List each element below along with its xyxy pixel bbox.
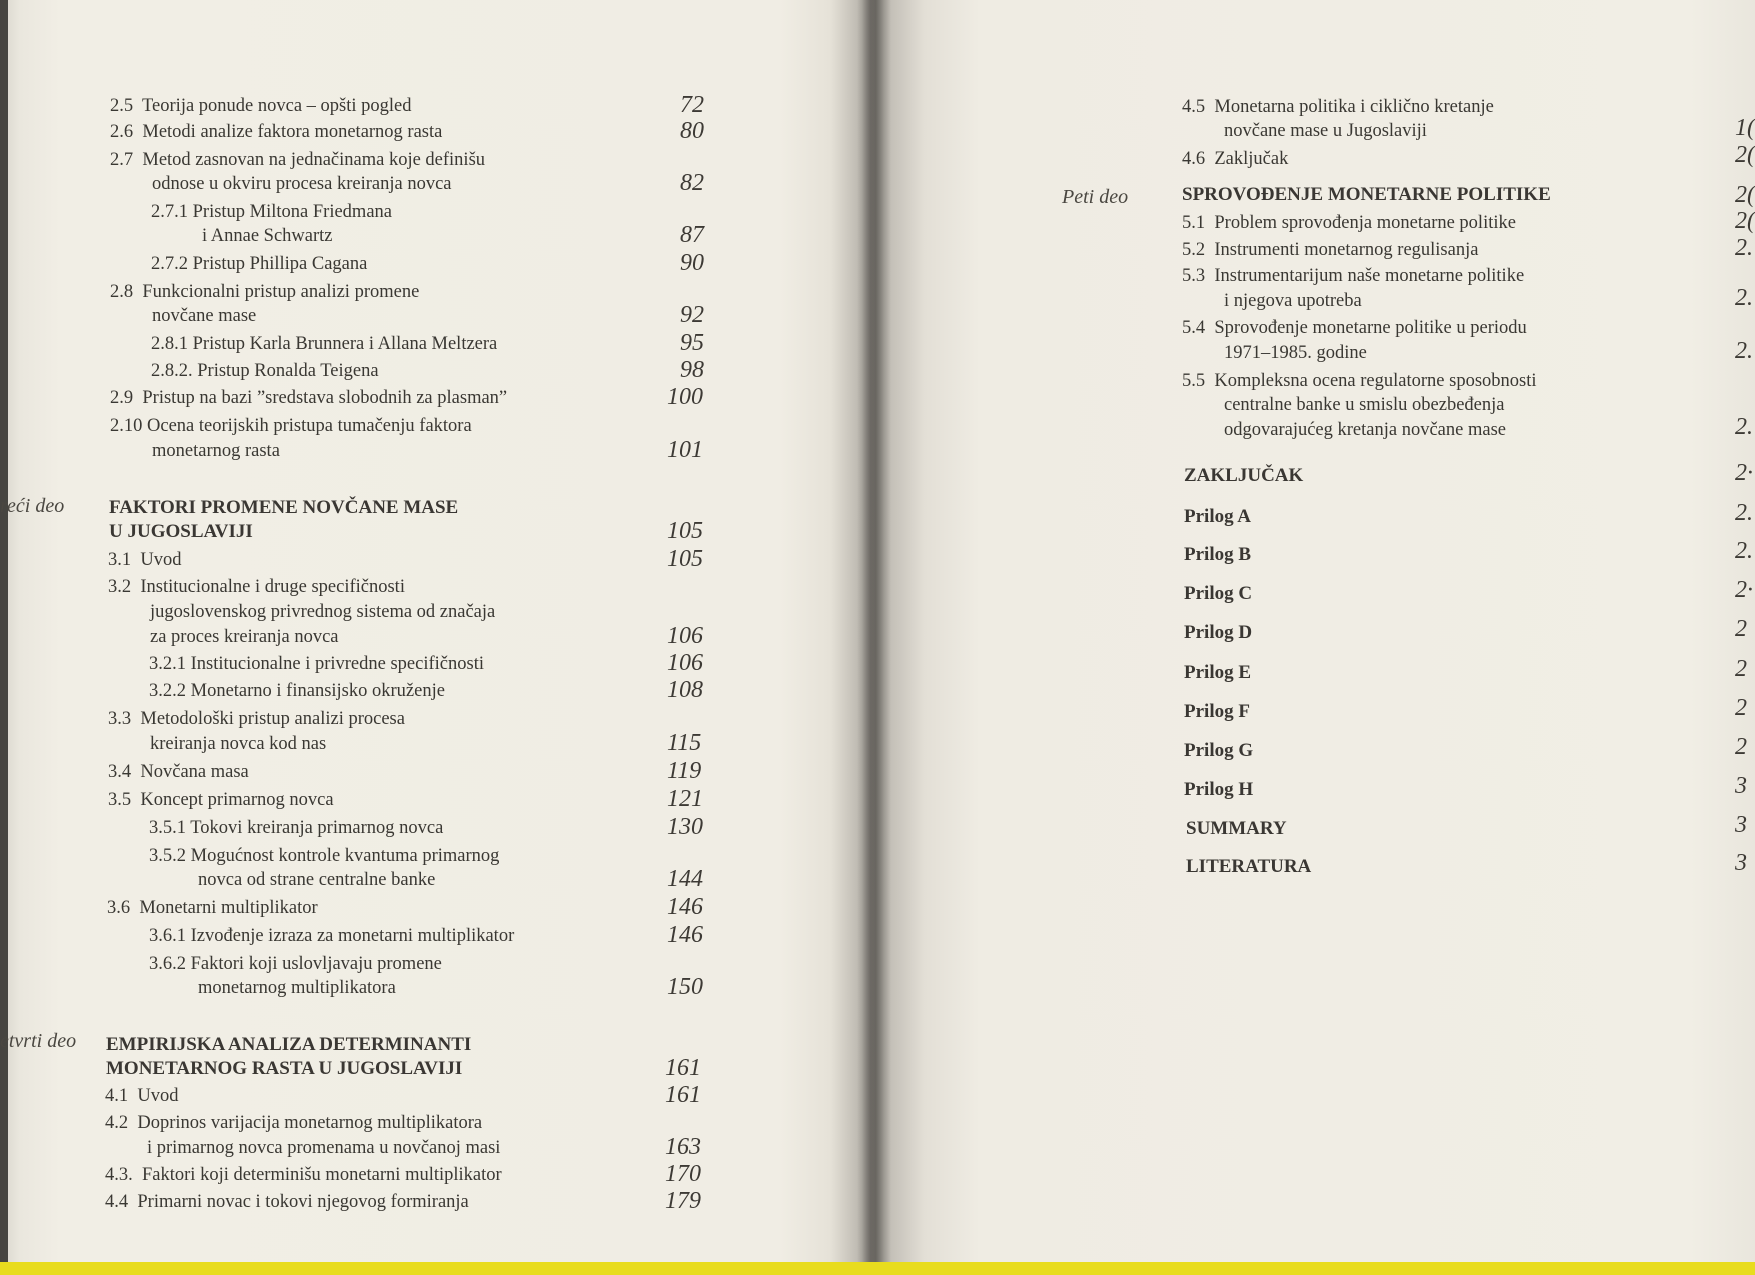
toc-page: 2 bbox=[1735, 656, 1747, 682]
part-label: etvrti deo bbox=[0, 1030, 77, 1052]
toc-page: 119 bbox=[667, 758, 702, 784]
appendix-entry: Prilog B bbox=[1184, 544, 1252, 565]
toc-entry: 5.3 Instrumentarijum naše monetarne politike bbox=[1182, 266, 1525, 286]
toc-page: 82 bbox=[680, 170, 704, 196]
toc-page: 121 bbox=[667, 786, 703, 812]
toc-entry: 2.7.1 Pristup Miltona Friedmana bbox=[151, 202, 392, 222]
toc-page: 2( bbox=[1735, 182, 1755, 208]
toc-page: 100 bbox=[667, 384, 703, 410]
toc-entry: 4.5 Monetarna politika i ciklično kretanje bbox=[1182, 97, 1494, 117]
toc-page: 3 bbox=[1735, 812, 1747, 838]
toc-page: 146 bbox=[667, 922, 703, 948]
toc-entry: 4.2 Doprinos varijacija monetarnog multiplikatora bbox=[105, 1113, 483, 1133]
toc-entry: 2.10 Ocena teorijskih pristupa tumačenju faktora bbox=[110, 416, 472, 436]
toc-entry: 3.5.1 Tokovi kreiranja primarnog novca bbox=[149, 818, 444, 838]
toc-page: 144 bbox=[667, 866, 703, 892]
toc-page: 105 bbox=[667, 546, 703, 572]
toc-entry: 3.5 Koncept primarnog novca bbox=[108, 790, 334, 810]
toc-entry: 2.9 Pristup na bazi ”sredstava slobodnih za plasman” bbox=[110, 388, 508, 408]
toc-page: 2 bbox=[1735, 734, 1747, 760]
appendix-entry: Prilog D bbox=[1184, 622, 1253, 643]
toc-entry-continued: i njegova upotreba bbox=[1224, 291, 1362, 311]
toc-entry-continued: centralne banke u smislu obezbeđenja bbox=[1224, 395, 1505, 415]
toc-page: 105 bbox=[667, 518, 703, 544]
toc-page: 130 bbox=[667, 814, 703, 840]
toc-entry: 2.8 Funkcionalni pristup analizi promene bbox=[110, 282, 420, 302]
toc-page: 106 bbox=[667, 623, 703, 649]
toc-page: 95 bbox=[680, 330, 704, 356]
toc-entry-continued: odnose u okviru procesa kreiranja novca bbox=[152, 174, 452, 194]
book-gutter bbox=[857, 0, 891, 1262]
toc-entry: 5.4 Sprovođenje monetarne politike u periodu bbox=[1182, 318, 1527, 338]
toc-entry: 3.2 Institucionalne i druge specifičnosti bbox=[108, 577, 405, 597]
left-edge-shadow bbox=[0, 0, 8, 1262]
toc-page: 101 bbox=[667, 437, 703, 463]
toc-page: 2. bbox=[1735, 235, 1753, 261]
toc-entry: 3.2.1 Institucionalne i privredne specifičnosti bbox=[149, 654, 484, 674]
toc-page: 115 bbox=[667, 730, 702, 756]
toc-page: 3 bbox=[1735, 773, 1747, 799]
toc-entry: 3.2.2 Monetarno i finansijsko okruženje bbox=[149, 681, 445, 701]
toc-entry: 3.6.2 Faktori koji uslovljavaju promene bbox=[149, 954, 442, 974]
toc-entry: 2.6 Metodi analize faktora monetarnog rasta bbox=[110, 122, 443, 142]
toc-page: 2. bbox=[1735, 414, 1753, 440]
toc-entry-continued: novčane mase bbox=[152, 306, 257, 326]
toc-page: 161 bbox=[665, 1082, 701, 1108]
part-title-continued: U JUGOSLAVIJI bbox=[109, 521, 253, 542]
toc-entry: 4.4 Primarni novac i tokovi njegovog formiranja bbox=[105, 1192, 469, 1212]
toc-page: 179 bbox=[665, 1188, 701, 1214]
toc-page: 2· bbox=[1735, 460, 1753, 486]
toc-entry-continued: kreiranja novca kod nas bbox=[150, 734, 327, 754]
yellow-background-strip bbox=[0, 1262, 1755, 1275]
toc-entry-continued: novčane mase u Jugoslaviji bbox=[1224, 121, 1427, 141]
toc-entry: 4.3. Faktori koji determinišu monetarni multiplikator bbox=[105, 1165, 502, 1185]
toc-entry: 3.6.1 Izvođenje izraza za monetarni multiplikator bbox=[149, 926, 515, 946]
toc-entry-continued: odgovarajućeg kretanja novčane mase bbox=[1224, 420, 1506, 440]
toc-entry: 2.8.1 Pristup Karla Brunnera i Allana Meltzera bbox=[151, 334, 498, 354]
toc-page: 87 bbox=[680, 222, 704, 248]
toc-page: 106 bbox=[667, 650, 703, 676]
toc-entry: 3.6 Monetarni multiplikator bbox=[107, 898, 318, 918]
toc-entry: 3.1 Uvod bbox=[108, 550, 182, 570]
toc-page: 2. bbox=[1735, 538, 1753, 564]
toc-entry-continued: monetarnog rasta bbox=[152, 441, 280, 461]
toc-entry-continued: jugoslovenskog privrednog sistema od značaja bbox=[150, 602, 496, 622]
part-label: Peti deo bbox=[1062, 186, 1129, 208]
closing-section: LITERATURA bbox=[1186, 856, 1312, 877]
toc-page: 80 bbox=[680, 118, 704, 144]
toc-page: 2· bbox=[1735, 577, 1753, 603]
appendix-entry: Prilog G bbox=[1184, 740, 1254, 761]
toc-entry: 2.7.2 Pristup Phillipa Cagana bbox=[151, 254, 368, 274]
toc-entry: 5.5 Kompleksna ocena regulatorne sposobnosti bbox=[1182, 371, 1537, 391]
toc-entry: 4.6 Zaključak bbox=[1182, 149, 1289, 169]
toc-page: 72 bbox=[680, 92, 704, 118]
toc-page: 2. bbox=[1735, 285, 1753, 311]
toc-entry: 5.2 Instrumenti monetarnog regulisanja bbox=[1182, 240, 1479, 260]
closing-section: ZAKLJUČAK bbox=[1184, 465, 1304, 486]
toc-entry: 4.1 Uvod bbox=[105, 1086, 179, 1106]
toc-page: 146 bbox=[667, 894, 703, 920]
part-title: FAKTORI PROMENE NOVČANE MASE bbox=[109, 497, 459, 518]
toc-page: 161 bbox=[665, 1055, 701, 1081]
toc-page: 98 bbox=[680, 357, 704, 383]
part-title: EMPIRIJSKA ANALIZA DETERMINANTI bbox=[106, 1034, 472, 1055]
toc-entry-continued: monetarnog multiplikatora bbox=[198, 978, 396, 998]
toc-page: 150 bbox=[667, 974, 703, 1000]
toc-entry: 2.8.2. Pristup Ronalda Teigena bbox=[151, 361, 379, 381]
appendix-entry: Prilog F bbox=[1184, 701, 1250, 722]
part-title: SPROVOĐENJE MONETARNE POLITIKE bbox=[1182, 184, 1551, 205]
toc-entry: 3.5.2 Mogućnost kontrole kvantuma primarnog bbox=[149, 846, 500, 866]
toc-entry: 3.4 Novčana masa bbox=[108, 762, 249, 782]
toc-entry: 2.5 Teorija ponude novca – opšti pogled bbox=[110, 96, 412, 116]
appendix-entry: Prilog C bbox=[1184, 583, 1253, 604]
toc-page: 2 bbox=[1735, 616, 1747, 642]
appendix-entry: Prilog A bbox=[1184, 506, 1252, 527]
toc-page: 3 bbox=[1735, 850, 1747, 876]
toc-page: 170 bbox=[665, 1161, 701, 1187]
toc-entry-continued: 1971–1985. godine bbox=[1224, 343, 1367, 363]
toc-entry: 3.3 Metodološki pristup analizi procesa bbox=[108, 709, 405, 729]
part-title-continued: MONETARNOG RASTA U JUGOSLAVIJI bbox=[106, 1058, 463, 1079]
toc-page: 2( bbox=[1735, 208, 1755, 234]
appendix-entry: Prilog H bbox=[1184, 779, 1254, 800]
toc-page: 1( bbox=[1735, 115, 1755, 141]
closing-section: SUMMARY bbox=[1186, 818, 1287, 839]
toc-page: 2. bbox=[1735, 338, 1753, 364]
toc-page: 90 bbox=[680, 250, 704, 276]
toc-page: 108 bbox=[667, 677, 703, 703]
toc-entry: 2.7 Metod zasnovan na jednačinama koje definišu bbox=[110, 150, 486, 170]
toc-entry-continued: za proces kreiranja novca bbox=[150, 627, 339, 647]
part-label: reći deo bbox=[0, 495, 65, 517]
toc-page: 92 bbox=[680, 302, 704, 328]
toc-entry: 5.1 Problem sprovođenja monetarne politike bbox=[1182, 213, 1516, 233]
toc-entry-continued: novca od strane centralne banke bbox=[198, 870, 436, 890]
toc-page: 2( bbox=[1735, 142, 1755, 168]
toc-entry-continued: i primarnog novca promenama u novčanoj masi bbox=[147, 1138, 501, 1158]
toc-page: 163 bbox=[665, 1134, 701, 1160]
appendix-entry: Prilog E bbox=[1184, 662, 1252, 683]
toc-page: 2. bbox=[1735, 500, 1753, 526]
toc-entry-continued: i Annae Schwartz bbox=[202, 226, 333, 246]
toc-page: 2 bbox=[1735, 695, 1747, 721]
